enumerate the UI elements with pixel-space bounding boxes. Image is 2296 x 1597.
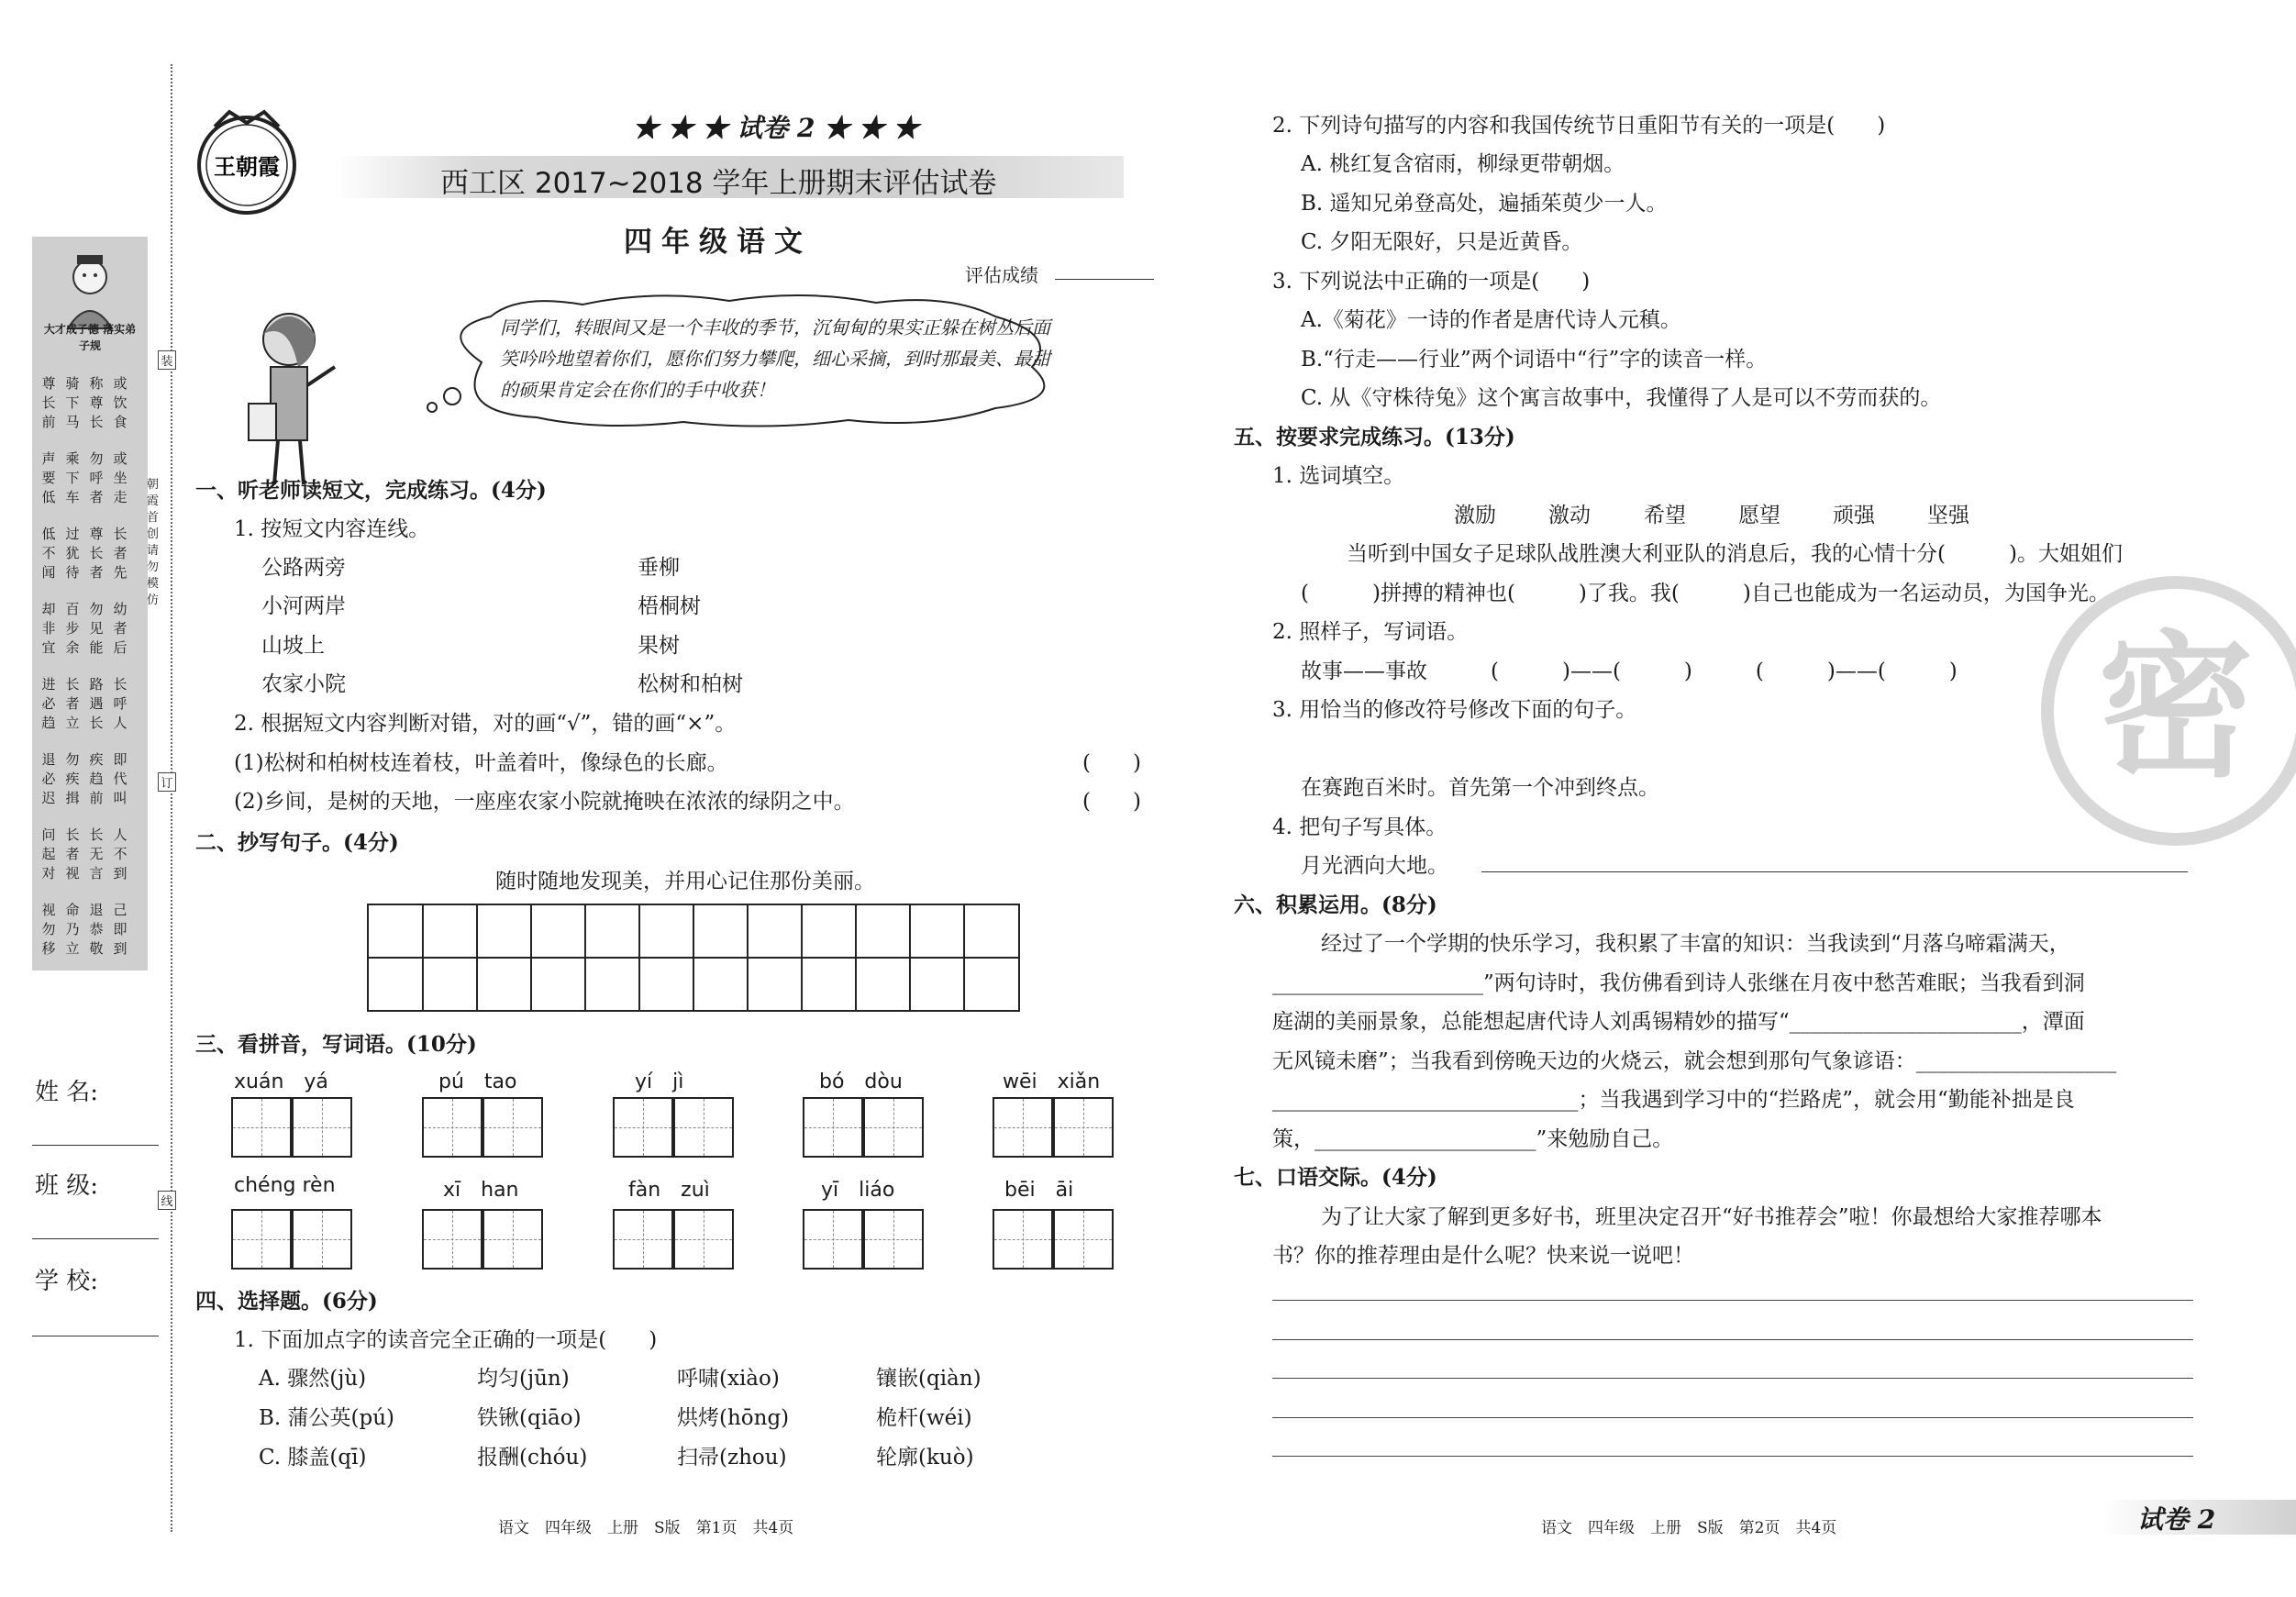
s4-q2-option[interactable]: C. 夕阳无限好，只是近黄昏。 [1301,230,1583,254]
page-footer-right: 语文 四年级 上册 S版 第2页 共4页 [1541,1519,1837,1537]
s6-line[interactable]: 策，_____________________”来勉励自己。 [1272,1127,1674,1151]
binding-line [171,64,172,1532]
s4-q3: 3. 下列说法中正确的一项是( ) [1272,270,1591,294]
name-field[interactable] [32,1145,159,1146]
option-b-word[interactable]: B. 蒲公英(pú) [259,1406,395,1430]
word-choice: 顽强 [1833,504,1875,527]
s4-q2-option[interactable]: B. 遥知兄弟登高处，遍插茱萸少一人。 [1301,192,1668,216]
brand-logo [193,108,301,216]
answer-line[interactable] [1272,1378,2193,1379]
s4-q3-option[interactable]: C. 从《守株待兔》这个寓言故事中，我懂得了人是可以不劳而获的。 [1301,386,1942,410]
option-b-word: 铁锹(qiāo) [477,1406,582,1430]
section-6-title: 六、积累运用。(8分) [1234,893,1437,917]
motto-column: 问起对 [41,826,56,882]
motto-column: 长呼人 [113,676,128,731]
judge-statement: (2)乡间，是树的天地，一座座农家小院就掩映在浓浓的绿阴之中。 [234,790,855,814]
motto-column: 骑下马 [65,375,80,430]
section-7-title: 七、口语交际。(4分) [1234,1165,1437,1190]
s1-left-item[interactable]: 山坡上 [261,634,325,658]
option-c-word: 扫帚(zhou) [677,1446,787,1469]
pinyin-prompt: bó dòu [819,1070,903,1093]
word-choice: 坚强 [1927,504,1969,527]
intro-message: 同学们，转眼间又是一个丰收的季节，沉甸甸的果实正躲在树丛后面笑吟吟地望着你们，愿你们努力攀爬，细心采摘，到时那最美、最甜的硕果肯定会在你们的手中收获！ [500,316,1050,401]
motto-column: 长者立 [65,676,80,731]
copy-writing-grid[interactable] [367,904,1020,1012]
exam-subtitle: ★ ★ ★ 试卷 2 ★ ★ ★ [633,113,919,143]
s1-right-item[interactable]: 梧桐树 [638,594,701,618]
option-c-word: 轮廓(kuò) [876,1446,974,1469]
fill-paragraph[interactable]: ( )拼搏的精神也( )了我。我( )自己也能成为一名运动员，为国争光。 [1301,582,2110,605]
section-3-title: 三、看拼音，写词语。(10分) [195,1032,477,1057]
motto-column: 称尊长 [89,375,104,430]
pinyin-prompt: pú tao [438,1070,517,1093]
confidential-seal-icon [2038,573,2296,848]
teacher-illustration [234,303,344,486]
binding-mark: 装 [158,350,176,370]
s1-q1: 1. 按短文内容连线。 [234,517,430,541]
write-box[interactable] [482,1209,543,1270]
s1-right-item[interactable]: 垂柳 [638,556,680,580]
option-a-word[interactable]: A. 骤然(jù) [259,1367,367,1391]
motto-column: 长无言 [89,826,104,882]
section-5-title: 五、按要求完成练习。(13分) [1234,425,1515,449]
judge-answer-box[interactable]: ( ) [1082,751,1141,775]
s4-q3-option[interactable]: A.《菊花》一诗的作者是唐代诗人元稹。 [1301,308,1681,332]
word-choice: 激动 [1548,504,1591,527]
pinyin-prompt: fàn zuì [628,1179,710,1202]
s1-right-item[interactable]: 松树和柏树 [638,672,743,696]
judge-answer-box[interactable]: ( ) [1082,790,1141,814]
pinyin-prompt: xuán yá [234,1070,328,1093]
answer-line[interactable] [1272,1339,2193,1340]
motto-column: 声要低 [41,450,56,505]
motto-column: 低不闻 [41,526,56,581]
option-b-word: 桅杆(wéi) [876,1406,972,1430]
motto-column: 却非宜 [41,601,56,656]
pinyin-prompt: bēi āi [1004,1179,1074,1202]
write-box[interactable] [863,1097,924,1158]
s1-left-item[interactable]: 小河两岸 [261,594,346,618]
motto-column: 幼者后 [113,601,128,656]
write-box[interactable] [613,1209,673,1270]
corner-tag: 试卷 2 [2137,1504,2216,1535]
page-footer-left: 语文 四年级 上册 S版 第1页 共4页 [498,1519,794,1537]
write-box[interactable] [231,1097,292,1158]
motto-column: 长者先 [113,526,128,581]
s5-q4: 4. 把句子写具体。 [1272,815,1447,839]
s5-q3: 3. 用恰当的修改符号修改下面的句子。 [1272,698,1637,722]
write-box[interactable] [803,1097,863,1158]
s5-q2: 2. 照样子，写词语。 [1272,620,1469,644]
school-label: 学 校: [35,1268,99,1295]
word-choice: 希望 [1644,504,1686,527]
motto-column: 退必迟 [41,751,56,806]
motto-column: 己即到 [113,902,128,957]
motto-column: 或坐走 [113,450,128,505]
answer-line[interactable] [1272,1456,2193,1457]
score-field[interactable] [1055,279,1154,280]
s6-line[interactable]: 庭湖的美丽景象，总能想起唐代诗人刘禹锡精妙的描写“______________________，潭面 [1272,1010,2085,1034]
write-box[interactable] [292,1209,352,1270]
class-field[interactable] [32,1238,159,1239]
fill-paragraph[interactable]: 当听到中国女子足球队战胜澳大利亚队的消息后，我的心情十分( )。大姐姐们 [1347,542,2123,566]
word-choice: 激励 [1454,504,1496,527]
option-b-word: 烘烤(hōng) [677,1406,790,1430]
motto-column: 过犹待 [65,526,80,581]
scholar-figure-icon [40,248,139,330]
motto-column: 或饮食 [113,375,128,430]
s1-left-item[interactable]: 公路两旁 [261,556,346,580]
pinyin-prompt: chéng rèn [234,1174,336,1197]
option-c-word: 报酬(chóu) [477,1446,588,1469]
motto-column: 命乃立 [65,902,80,957]
write-box[interactable] [1053,1097,1114,1158]
motto-column: 勿呼者 [89,450,104,505]
score-label: 评估成绩 [965,264,1038,286]
pinyin-prompt: wēi xiǎn [1003,1070,1101,1093]
binding-mark: 线 [158,1191,176,1210]
motto-column: 视勿移 [41,902,56,957]
grade-subject: 四年级语文 [624,226,812,259]
class-label: 班 级: [35,1172,99,1200]
s6-line[interactable]: _____________________________；当我遇到学习中的“拦路虎”，就会用“勤能补拙是良 [1272,1088,2075,1112]
s4-q2: 2. 下列诗句描写的内容和我国传统节日重阳节有关的一项是( ) [1272,114,1886,138]
s6-line[interactable]: ____________________”两句诗时，我仿佛看到诗人张继在月夜中愁苦难眠；当我看到洞 [1272,971,2085,995]
write-box[interactable] [803,1209,863,1270]
s1-q2: 2. 根据短文内容判断对错，对的画“√”，错的画“×”。 [234,712,737,736]
motto-column: 勿见能 [89,601,104,656]
motto-column: 即代叫 [113,751,128,806]
option-a-word: 均匀(jūn) [477,1367,570,1391]
word-choice: 愿望 [1738,504,1780,527]
motto-title: 大才成子德 落实弟子规 [43,323,137,352]
motto-column: 百步余 [65,601,80,656]
sentence-to-expand: 月光洒向大地。 [1301,854,1448,878]
pinyin-prompt: yī liáo [821,1179,895,1202]
section-4-title: 四、选择题。(6分) [195,1289,378,1314]
write-box[interactable] [673,1209,734,1270]
write-box[interactable] [231,1209,292,1270]
binding-words: 朝霞首创 请勿模仿 [147,478,160,607]
write-box[interactable] [993,1097,1053,1158]
motto-column: 勿疾揖 [65,751,80,806]
answer-line[interactable] [1272,1300,2193,1301]
section-2-title: 二、抄写句子。(4分) [195,830,399,855]
svg-text:密: 密 [2097,617,2255,799]
motto-column: 尊长者 [89,526,104,581]
expand-answer-line[interactable] [1481,871,2188,872]
write-box[interactable] [1053,1209,1114,1270]
write-box[interactable] [613,1097,673,1158]
pinyin-prompt: xī han [443,1179,519,1202]
motto-column: 长者视 [65,826,80,882]
s1-right-item[interactable]: 果树 [638,634,680,658]
motto-column: 路遇长 [89,676,104,731]
motto-column: 进必趋 [41,676,56,731]
logo-text: 王朝霞 [214,153,280,180]
s6-line[interactable]: 经过了一个学期的快乐学习，我积累了丰富的知识：当我读到“月落乌啼霜满天， [1321,932,2070,956]
write-box[interactable] [863,1209,924,1270]
motto-column: 退恭敬 [89,902,104,957]
motto-column: 疾趋前 [89,751,104,806]
copy-sentence: 随时随地发现美，并用心记住那份美丽。 [495,870,875,893]
write-box[interactable] [292,1097,352,1158]
write-box[interactable] [422,1097,482,1158]
exam-title: 西工区 2017~2018 学年上册期末评估试卷 [440,167,997,200]
section-1-title: 一、听老师读短文，完成练习。(4分) [195,478,547,503]
binding-mark: 订 [158,772,176,792]
write-box[interactable] [993,1209,1053,1270]
s7-prompt: 书？你的推荐理由是什么呢？快来说一说吧！ [1272,1244,1694,1268]
option-c-word[interactable]: C. 膝盖(qī) [259,1446,367,1469]
word-pattern-line[interactable]: 故事——事故 ( )——( ) ( )——( ) [1301,660,1958,683]
s6-line[interactable]: 无风镜未磨”；当我看到傍晚天边的火烧云，就会想到那句气象谚语：___________________ [1272,1049,2117,1073]
option-a-word: 呼啸(xiào) [677,1367,780,1391]
write-box[interactable] [482,1097,543,1158]
judge-statement: (1)松树和柏树枝连着枝，叶盖着叶，像绿色的长廊。 [234,751,728,775]
motto-column: 尊长前 [41,375,56,430]
name-label: 姓 名: [35,1079,99,1106]
answer-line[interactable] [1272,1417,2193,1418]
s4-q3-option[interactable]: B.“行走——行业”两个词语中“行”字的读音一样。 [1301,348,1768,372]
motto-column: 乘下车 [65,450,80,505]
s4-q2-option[interactable]: A. 桃红复含宿雨，柳绿更带朝烟。 [1301,152,1625,176]
write-box[interactable] [422,1209,482,1270]
subtitle-text: 试卷 2 [737,113,815,143]
option-a-word: 镶嵌(qiàn) [876,1367,982,1391]
s5-q1: 1. 选词填空。 [1272,464,1405,488]
s4-q1: 1. 下面加点字的读音完全正确的一项是( ) [234,1328,658,1352]
write-box[interactable] [673,1097,734,1158]
s7-prompt: 为了让大家了解到更多好书，班里决定召开“好书推荐会”啦！你最想给大家推荐哪本 [1321,1205,2102,1229]
s1-left-item[interactable]: 农家小院 [261,672,346,696]
pinyin-prompt: yí jì [635,1070,684,1093]
sentence-to-edit[interactable]: 在赛跑百米时。首先第一个冲到终点。 [1301,776,1659,800]
motto-column: 人不到 [113,826,128,882]
